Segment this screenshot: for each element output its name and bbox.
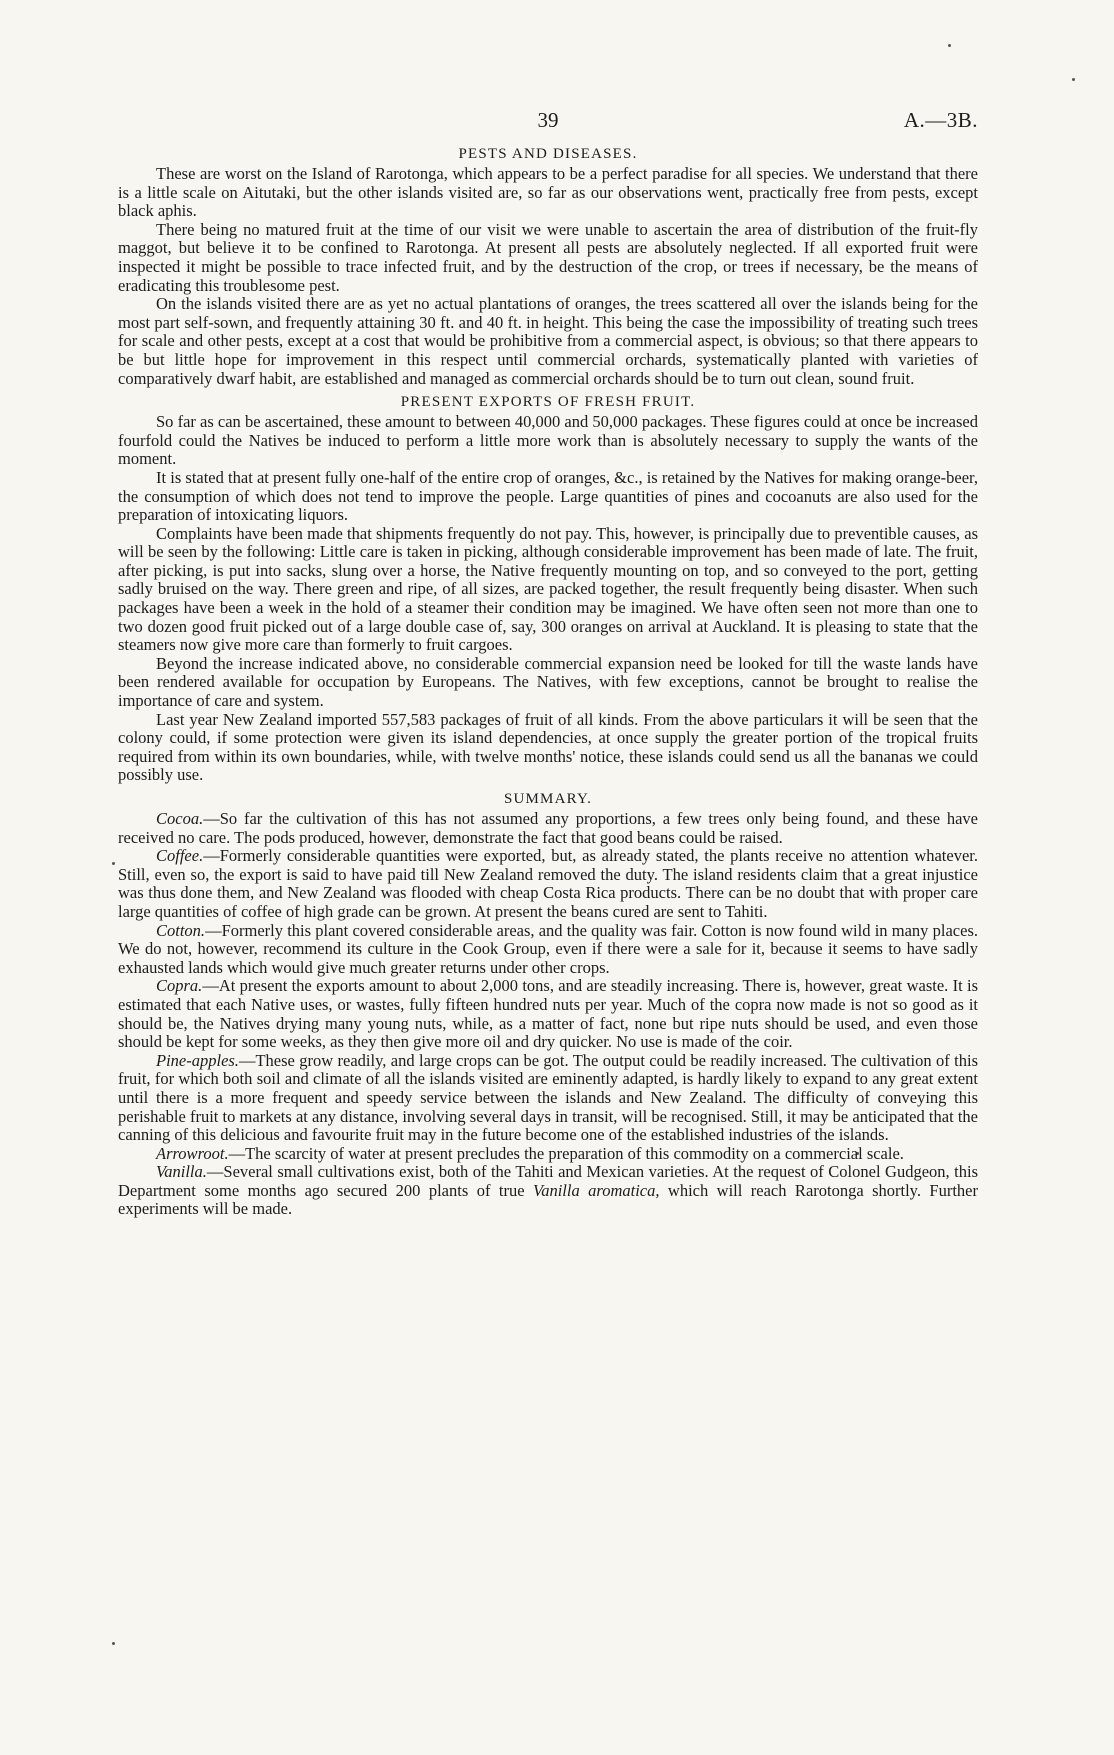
summary-paragraph-cotton xyxy=(118,922,978,978)
paper-speck xyxy=(948,44,951,47)
paragraph: It is stated that at present fully one-half of the entire crop of oranges, &c., is retained by the Natives for making orange-beer, the consumption of which does not tend to improve the people. Large quantities of pines and cocoanuts are also used for the preparation of intoxicating liquors. xyxy=(118,467,978,525)
paragraph-text: —The scarcity of water at present precludes the preparation of this commodity on a commercial scale. xyxy=(228,1143,904,1163)
paper-speck xyxy=(1072,78,1075,81)
paragraph-lead: Copra. xyxy=(156,976,203,996)
document-reference: A.—3B. xyxy=(903,108,978,132)
paragraph-lead: Coffee. xyxy=(156,846,204,866)
paragraph: On the islands visited there are as yet no actual plantations of oranges, the trees scattered all over the islands being for the most part self-sown, and frequently attaining 30 ft. and 40 ft. in height. This being the case the impossibility of treating such trees for scale and other pests, except at a cost that would be prohibitive from a commercial aspect, is obvious; so that there appears to be but little hope for improvement in this respect until commercial orchards, systematically planted with varieties of comparatively dwarf habit, are established and managed as commercial orchards should be to turn out clean, sound fruit. xyxy=(118,294,978,388)
paper-speck xyxy=(112,1642,115,1645)
page-header xyxy=(118,108,978,142)
paragraph-text: —Formerly this plant covered considerable areas, and the quality was fair. Cotton is now found wild in many places. We do not, however, recommend its culture in the Cook Group, even if there were a sale for it, because it seems to have sadly exhausted lands which would give much greater returns under other crops. xyxy=(118,920,978,977)
section-heading: SUMMARY. xyxy=(503,791,593,807)
paragraph-lead: Pine-apples. xyxy=(156,1050,239,1070)
paragraph-text: —Several small cultivations exist, both of the Tahiti and Mexican varieties. At the request of Colonel Gudgeon, this Department some months ago secured 200 plants of true xyxy=(118,1162,978,1200)
summary-paragraph-coffee xyxy=(118,847,978,921)
document-page xyxy=(118,108,978,1225)
paragraph: There being no matured fruit at the time of our visit we were unable to ascertain the area of distribution of the fruit-fly maggot, but believe it to be confined to Rarotonga. At present all pests are absolutely neglected. If all exported fruit were inspected it might be possible to trace infected fruit, and by the destruction of the crop, or trees if necessary, be the means of eradicating this troublesome pest. xyxy=(118,219,978,295)
summary-paragraph-pine-apples xyxy=(118,1052,978,1145)
paragraph-text-tail: which will reach Rarotonga shortly. Further experiments will be made. xyxy=(118,1180,978,1219)
section-heading: PESTS AND DISEASES. xyxy=(458,146,638,162)
paragraph: Last year New Zealand imported 557,583 packages of fruit of all kinds. From the above particulars it will be seen that the colony could, if some protection were given its island dependencies, at once supply the greater portion of the tropical fruits required from within its own boundaries, while, with twelve months' notice, these islands could send us all the bananas we could possibly use. xyxy=(118,709,978,785)
paragraph-lead: Vanilla. xyxy=(156,1162,207,1182)
paragraph-text: —At present the exports amount to about 2,000 tons, and are steadily increasing. There is, however, great waste. It is estimated that each Native uses, or wastes, fully fifteen hundred nuts per year. Much of the copra now made is not so good as it should be, the Natives drying many young nuts, while, as a matter of fact, none but ripe nuts should be used, and even those should be kept for some weeks, as they then give more oil and dry quicker. No use is made of the coir. xyxy=(118,976,978,1052)
paragraph-text: —Formerly considerable quantities were exported, but, as already stated, the plants receive no attention whatever. Still, even so, the export is said to have paid till New Zealand removed the duty. The island residents claim that a great injustice was thus done them, and New Zealand was flooded with cheap Costa Rica products. There can be no doubt that with proper care large quantities of coffee of high grade can be grown. At present the beans cured are sent to Tahiti. xyxy=(118,846,978,921)
paragraph-lead: Arrowroot. xyxy=(156,1143,229,1163)
paragraph: Beyond the increase indicated above, no considerable commercial expansion need be looked for till the waste lands have been rendered available for occupation by Europeans. The Natives, with few exceptions, cannot be brought to realise the importance of care and system. xyxy=(118,653,978,711)
summary-paragraph-arrowroot xyxy=(118,1145,978,1164)
paragraph-text: —So far the cultivation of this has not assumed any proportions, a few trees only being found, and these have received no care. The pods produced, however, demonstrate the fact that good beans could be raised. xyxy=(118,809,978,847)
section-heading: PRESENT EXPORTS OF FRESH FRUIT. xyxy=(400,394,696,411)
summary-paragraph-vanilla xyxy=(118,1163,978,1219)
section-summary xyxy=(118,791,978,1219)
paragraph-text: —These grow readily, and large crops can be got. The output could be readily increased. The cultivation of this fruit, for which both soil and climate of all the islands visited are eminently adapted, is hardly likely to expand to any great extent until there is a more frequent and speedy service between the islands and New Zealand. The difficulty of conveying this perishable fruit to markets at any distance, involving several days in transit, will be recognised. Still, it may be anticipated that the canning of this delicious and favourite fruit may in the future become one of the established industries of the islands. xyxy=(118,1050,978,1145)
paragraph: These are worst on the Island of Rarotonga, which appears to be a perfect paradise for all species. We understand that there is a little scale on Aitutaki, but the other islands visited are, so far as our observations went, practically free from pests, except black aphis. xyxy=(118,164,978,221)
species-name: Vanilla aromatica, xyxy=(532,1180,660,1200)
section-pests-and-diseases xyxy=(118,146,978,388)
paragraph-lead: Cotton. xyxy=(156,920,206,940)
summary-paragraph-cocoa xyxy=(118,810,978,847)
paragraph-lead: Cocoa. xyxy=(156,809,204,828)
paragraph: So far as can be ascertained, these amount to between 40,000 and 50,000 packages. These figures could at once be increased fourfold could the Natives be induced to perform a little more work than is absolutely necessary to supply the wants of the moment. xyxy=(118,412,978,469)
summary-paragraph-copra xyxy=(118,977,978,1051)
page-number: 39 xyxy=(537,108,559,132)
paragraph: Complaints have been made that shipments frequently do not pay. This, however, is principally due to preventible causes, as will be seen by the following: Little care is taken in picking, although considerable improvement has been made of late. The fruit, after picking, is put into sacks, slung over a horse, the Native frequently mounting on top, and so conveyed to the port, getting sadly bruised on the way. There green and ripe, of all sizes, are packed together, the result frequently being disaster. When such packages have been a week in the hold of a steamer their condition may be imagined. We have often seen not more than one to two dozen good fruit picked out of a large double case of, say, 300 oranges on arrival at Auckland. It is pleasing to state that the steamers now give more care than formerly to fruit cargoes. xyxy=(118,523,978,655)
paper-speck xyxy=(112,862,115,865)
section-present-exports xyxy=(118,394,978,785)
